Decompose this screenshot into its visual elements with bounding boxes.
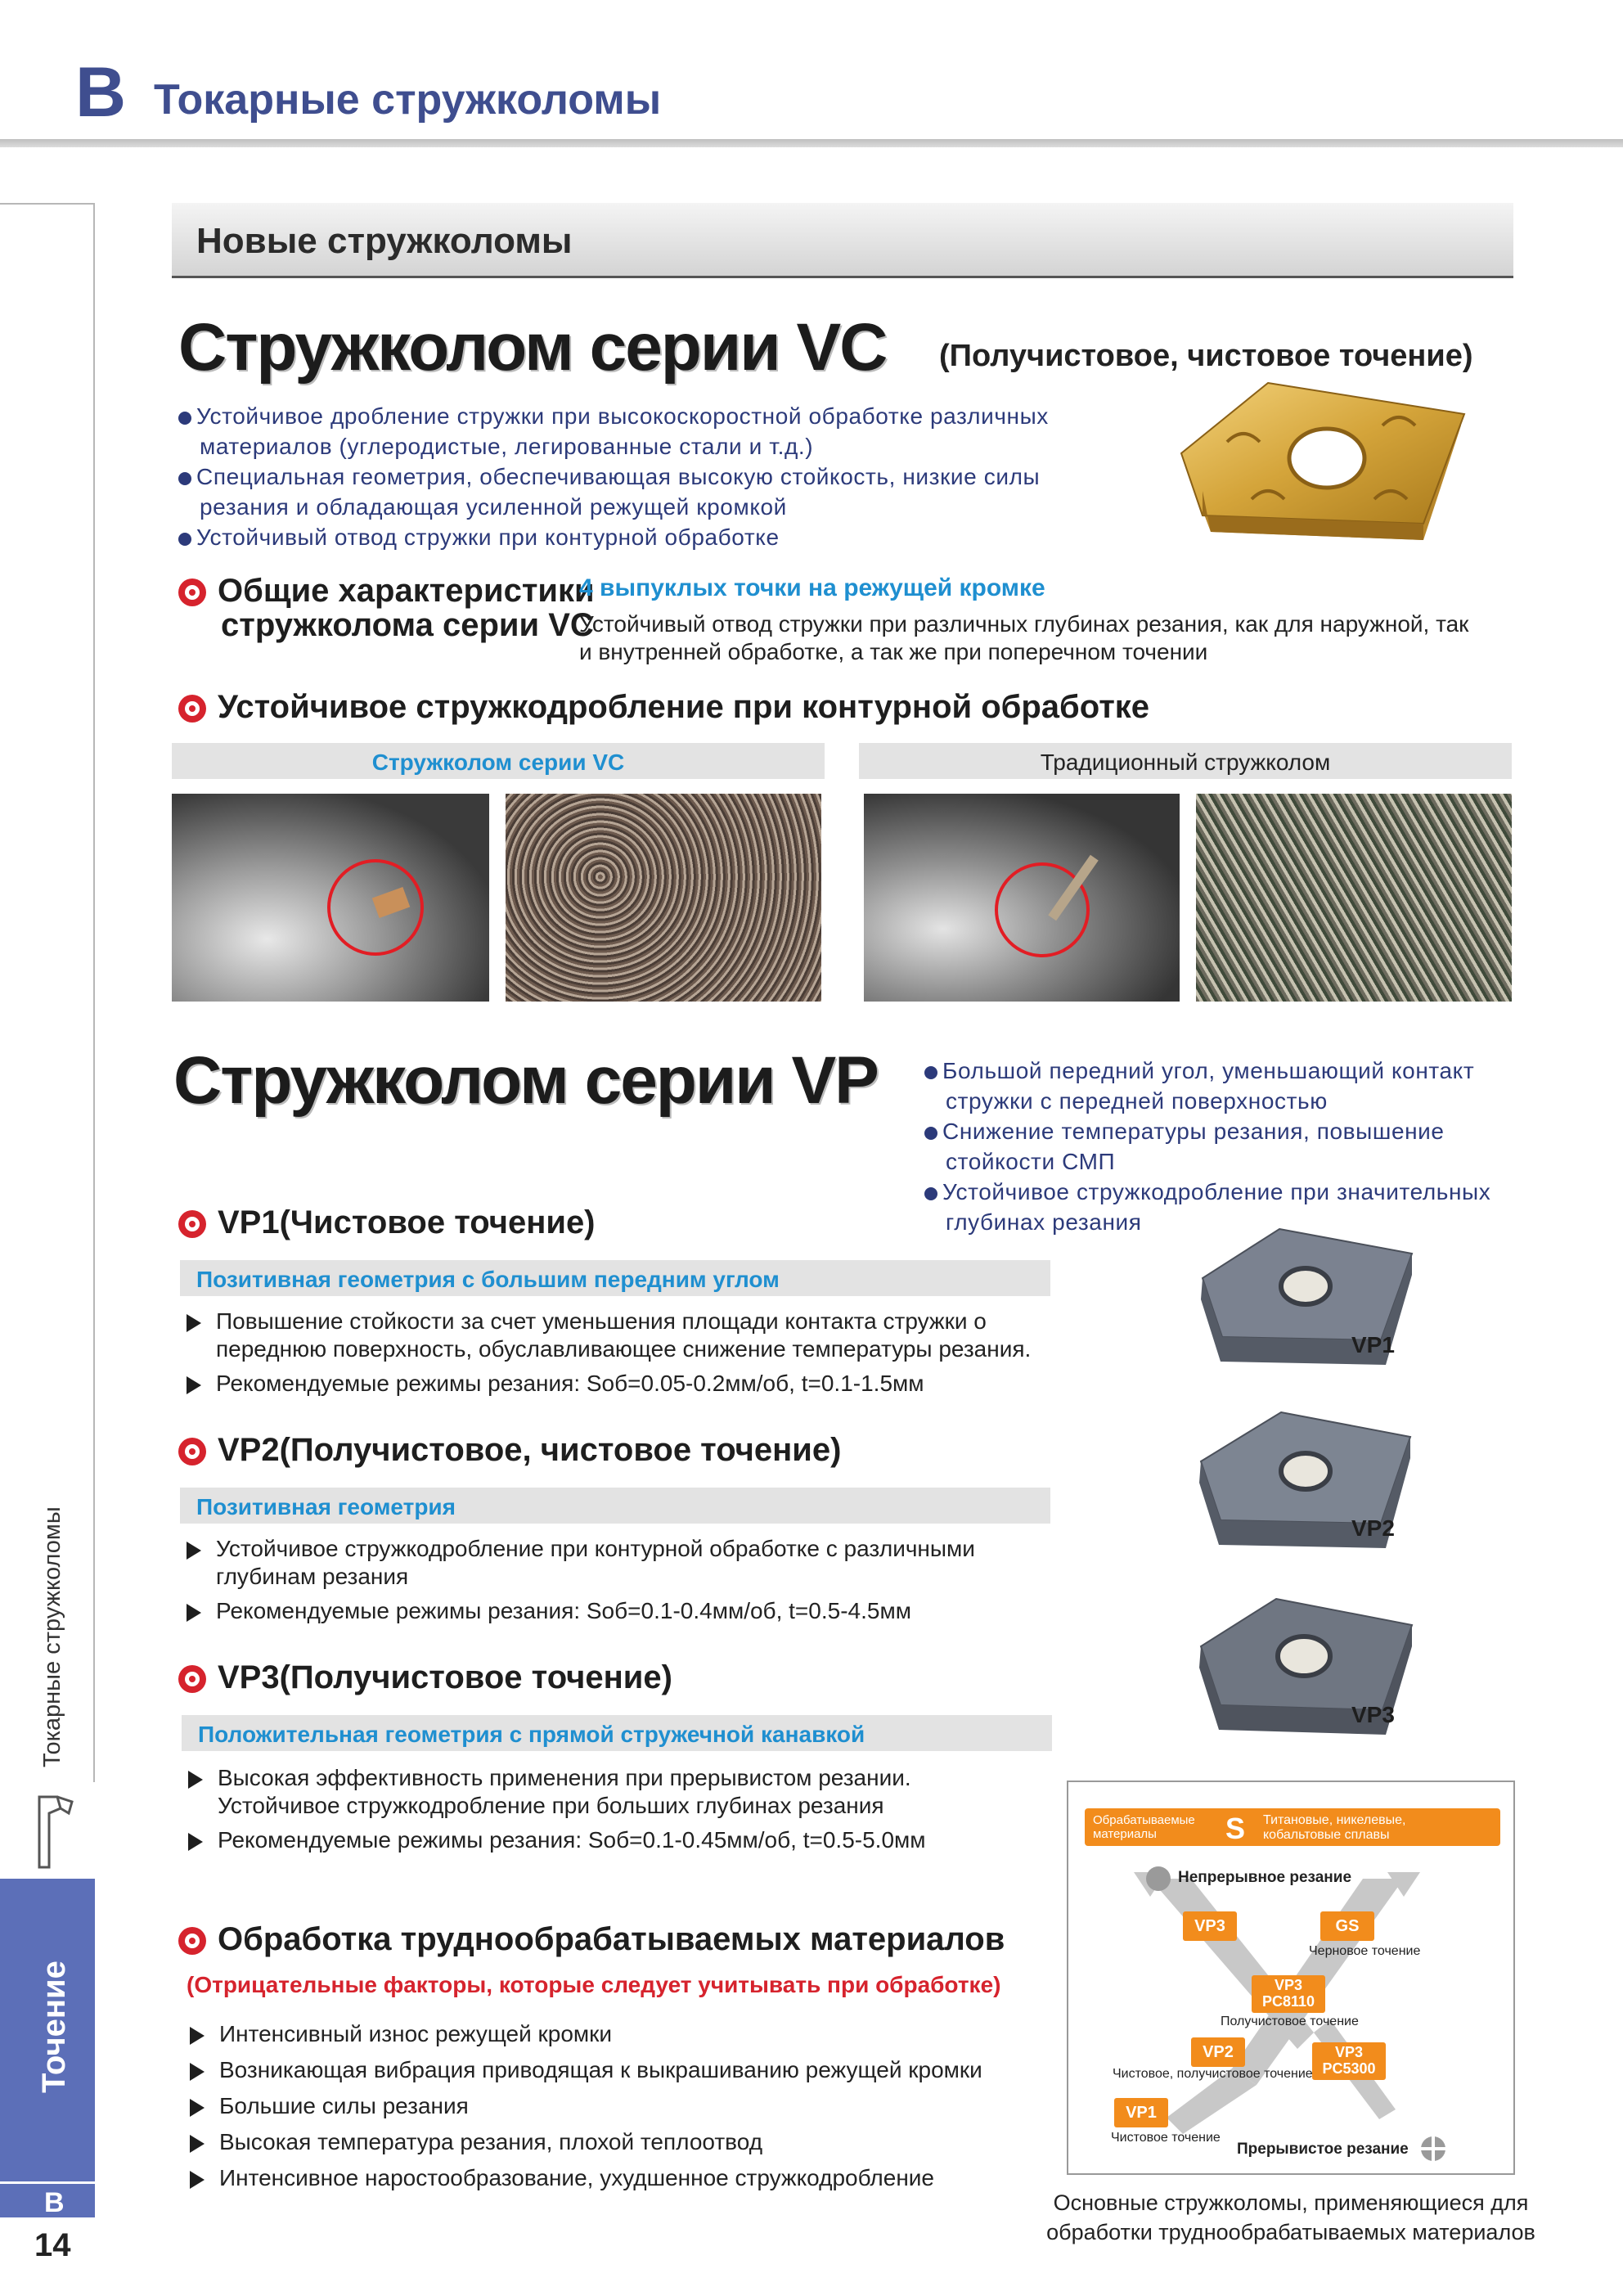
list-item: Повышение стойкости за счет уменьшения площади контакта стружки о [187, 1308, 1119, 1335]
hard-materials-list [190, 2016, 982, 2196]
section-heading: Новые стружколомы [196, 221, 573, 261]
list-item: стружки с передней поверхностью [946, 1088, 1328, 1114]
diagram-rough-label: Черновое точение [1309, 1944, 1421, 1958]
list-item: Возникающая вибрация приводящая к выкрашиванию режущей кромки [190, 2052, 982, 2088]
vc-features-heading-1: Общие характеристики [178, 573, 595, 610]
vc-features-highlight: 4 выпуклых точки на режущей кромке [579, 574, 1045, 601]
diagram-box-vp3-pc5300: VP3 PC5300 [1312, 2042, 1386, 2080]
photo-vc-machining [172, 794, 489, 1002]
section-heading-bar [172, 203, 1513, 278]
vc-contour-heading: Устойчивое стружкодробление при контурной обработке [178, 689, 1149, 726]
diagram-semi-label: Получистовое точение [1221, 2015, 1359, 2028]
diagram-header-label: Обрабатываемые [1093, 1813, 1195, 1827]
chipbreaker-selection-diagram [1067, 1781, 1515, 2175]
sidebar-vertical-label: Токарные стружколомы [39, 1506, 65, 1767]
vp2-insert-label: VP2 [1351, 1515, 1395, 1541]
vc-subtitle: (Получистовое, чистовое точение) [939, 339, 1473, 373]
triangle-bullet-icon [190, 2027, 205, 2045]
hard-materials-note: (Отрицательные факторы, которые следует учитывать при обработке) [187, 1972, 1001, 1997]
vc-bullets [178, 401, 1049, 552]
triangle-bullet-icon [187, 1376, 201, 1394]
triangle-bullet-icon [187, 1314, 201, 1332]
turning-tool-icon [33, 1792, 79, 1874]
vp3-insert-label: VP3 [1351, 1702, 1395, 1727]
list-item: Интенсивное наростообразование, ухудшенное стружкодробление [190, 2160, 982, 2196]
diagram-finish-label: Чистовое точение [1111, 2131, 1221, 2145]
vc-features-text-2: и внутренней обработке, а так же при поперечном точении [579, 639, 1208, 664]
bullet-target-icon [178, 1665, 206, 1693]
list-item: резания и обладающая усиленной режущей кромкой [200, 494, 787, 520]
bullet-target-icon [178, 1210, 206, 1238]
sidebar-section-letter: B [0, 2181, 95, 2217]
diagram-material-label: кобальтовые сплавы [1263, 1828, 1390, 1842]
list-item: глубинам резания [216, 1564, 409, 1589]
vp1-list [187, 1308, 1119, 1398]
vc-features-heading-2: стружколома серии VC [221, 607, 594, 643]
list-item: Устойчивое стружкодробление при контурной обработке с различными [187, 1535, 1119, 1563]
vc-title: Стружколом серии VC [178, 310, 887, 385]
vp1-heading: VP1(Чистовое точение) [178, 1204, 596, 1241]
diagram-box-gs: GS [1320, 1911, 1374, 1941]
vp2-heading: VP2(Получистовое, чистовое точение) [178, 1432, 841, 1469]
list-item: Интенсивный износ режущей кромки [190, 2016, 982, 2052]
triangle-bullet-icon [190, 2135, 205, 2153]
list-item: Специальная геометрия, обеспечивающая высокую стойкость, низкие силы [178, 461, 1049, 492]
vp3-list [188, 1764, 1121, 1854]
list-item: Устойчивое дробление стружки при высокоскоростной обработке различных [178, 401, 1049, 431]
vp-bullets [924, 1056, 1490, 1237]
triangle-bullet-icon [190, 2099, 205, 2117]
page-number: 14 [34, 2227, 71, 2263]
list-item: Рекомендуемые режимы резания: Sоб=0.1-0.45мм/об, t=0.5-5.0мм [188, 1826, 1121, 1854]
vp-title: Стружколом серии VP [173, 1043, 878, 1118]
continuous-cut-icon [1146, 1866, 1171, 1891]
hard-materials-heading: Обработка труднообрабатываемых материалов [178, 1921, 1005, 1958]
compare-label-vc: Стружколом серии VC [172, 743, 825, 779]
diagram-semi-finish-label: Чистовое, получистовое точение [1113, 2067, 1313, 2081]
diagram-caption: Основные стружколомы, применяющиеся для обработки труднообрабатываемых материалов [1046, 2190, 1535, 2244]
list-item: Рекомендуемые режимы резания: Sоб=0.05-0.2мм/об, t=0.1-1.5мм [187, 1370, 1119, 1398]
photo-traditional-chips [1196, 794, 1512, 1002]
diagram-continuous-label: Непрерывное резание [1178, 1869, 1352, 1886]
bullet-target-icon [178, 579, 206, 606]
list-item: Устойчивое стружкодробление при значительных [924, 1177, 1490, 1207]
triangle-bullet-icon [188, 1833, 203, 1851]
photo-vc-chips [506, 794, 821, 1002]
vc-insert-image [1178, 376, 1477, 589]
diagram-iso-letter: S [1225, 1812, 1246, 1845]
vc-features-text-1: Устойчивый отвод стружки при различных глубинах резания, как для наружной, так [579, 611, 1469, 637]
triangle-bullet-icon [188, 1771, 203, 1789]
vp2-geometry-bar: Позитивная геометрия [180, 1488, 1050, 1524]
list-item: Устойчивый отвод стружки при контурной обработке [178, 522, 1049, 552]
photo-traditional-machining [864, 794, 1180, 1002]
list-item: Снижение температуры резания, повышение [924, 1116, 1490, 1146]
triangle-bullet-icon [187, 1542, 201, 1560]
list-item: Устойчивое стружкодробление при больших глубинах резания [218, 1793, 884, 1818]
list-item: материалов (углеродистые, легированные стали и т.д.) [200, 434, 814, 459]
vp1-insert-label: VP1 [1351, 1332, 1395, 1357]
compare-label-traditional: Традиционный стружколом [859, 743, 1512, 779]
vp3-heading: VP3(Получистовое точение) [178, 1659, 672, 1696]
bullet-target-icon [178, 695, 206, 723]
triangle-bullet-icon [190, 2063, 205, 2081]
diagram-box-vp2: VP2 [1191, 2037, 1245, 2067]
diagram-box-vp1: VP1 [1114, 2098, 1168, 2127]
page-title: Токарные стружколомы [154, 76, 662, 124]
triangle-bullet-icon [190, 2171, 205, 2189]
list-item: переднюю поверхность, обуславливающее снижение температуры резания. [216, 1336, 1032, 1362]
list-item: Высокая температура резания, плохой теплоотвод [190, 2124, 982, 2160]
sidebar-section-label: Точение [36, 1961, 72, 2093]
triangle-bullet-icon [187, 1604, 201, 1622]
vp3-geometry-bar: Положительная геометрия с прямой стружечной канавкой [182, 1715, 1052, 1751]
section-letter: B [75, 53, 127, 132]
list-item: Большой передний угол, уменьшающий контакт [924, 1056, 1490, 1086]
bullet-target-icon [178, 1927, 206, 1955]
bullet-target-icon [178, 1438, 206, 1465]
diagram-header-label: материалы [1093, 1827, 1157, 1841]
diagram-box-vp3: VP3 [1183, 1911, 1237, 1941]
diagram-material-label: Титановые, никелевые, [1263, 1813, 1406, 1827]
diagram-interrupted-label: Прерывистое резание [1237, 2141, 1409, 2158]
diagram-box-vp3-pc8110: VP3 PC8110 [1252, 1975, 1325, 2013]
vp2-list [187, 1535, 1119, 1625]
header-divider [0, 139, 1623, 147]
list-item: Большие силы резания [190, 2088, 982, 2124]
vp1-geometry-bar: Позитивная геометрия с большим передним углом [180, 1260, 1050, 1296]
list-item: Высокая эффективность применения при прерывистом резании. [188, 1764, 1121, 1792]
list-item: глубинах резания [946, 1209, 1142, 1235]
list-item: стойкости СМП [946, 1149, 1116, 1174]
sidebar-section-tab[interactable] [0, 1879, 95, 2181]
list-item: Рекомендуемые режимы резания: Sоб=0.1-0.4мм/об, t=0.5-4.5мм [187, 1597, 1119, 1625]
